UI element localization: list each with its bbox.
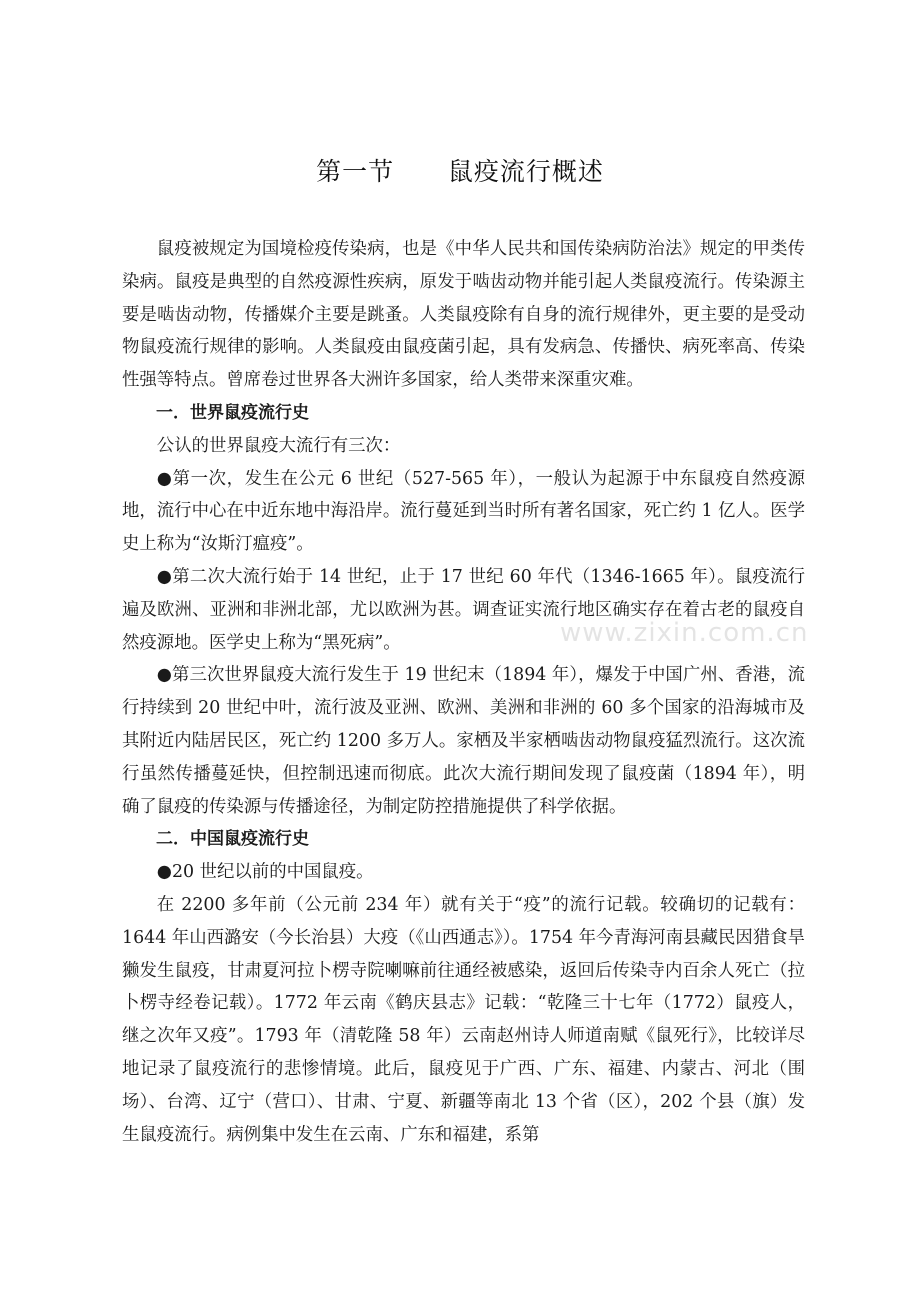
china-history-paragraph: 在 2200 多年前（公元前 234 年）就有关于“疫”的流行记载。较确切的记载有：1644 年山西潞安（今长治县）大疫（《山西通志》）。1754 年今青海河南县藏民因猎食旱獭发生鼠疫，甘肃夏河拉卜楞寺院喇嘛前往通经被感染，返回后传染寺内百余人死亡（拉卜楞寺经卷记载）。1772 年云南《鹤庆县志》记载：“乾隆三十七年（1772）鼠疫人，继之次年又疫”。1793 年（清乾隆 58 年）云南赵州诗人师道南赋《鼠死行》，比较详尽地记录了鼠疫流行的悲惨情境。此后，鼠疫见于广西、广东、福建、内蒙古、河北（围场）、台湾、辽宁（营口）、甘肃、宁夏、新疆等南北 13 个省（区），202 个县（旗）发生鼠疫流行。病例集中发生在云南、广东和福建，系第 bbox=[122, 894, 805, 1145]
page-title: 第一节 鼠疫流行概述 bbox=[316, 157, 604, 186]
world-history-lead: 公认的世界鼠疫大流行有三次： bbox=[156, 435, 401, 456]
section-heading-china-history: 二．中国鼠疫流行史 bbox=[156, 829, 309, 850]
first-pandemic-paragraph: ●第一次，发生在公元 6 世纪（527-565 年），一般认为起源于中东鼠疫自然疫源地，流行中心在中近东地中海沿岸。流行蔓延到当时所有著名国家，死亡约 1 亿人。医学史上称为“汝斯汀瘟疫”。 bbox=[122, 468, 805, 555]
third-pandemic-paragraph: ●第三次世界鼠疫大流行发生于 19 世纪末（1894 年），爆发于中国广州、香港，流行持续到 20 世纪中叶，流行波及亚洲、欧洲、美洲和非洲的 60 多个国家的沿海城市及其附近内陆居民区，死亡约 1200 多万人。家栖及半家栖啮齿动物鼠疫猛烈流行。这次流行虽然传播蔓延快，但控制迅速而彻底。此次大流行期间发现了鼠疫菌（1894 年），明确了鼠疫的传染源与传播途径，为制定防控措施提供了科学依据。 bbox=[122, 665, 805, 817]
watermark: www.zixin.com.cn bbox=[560, 618, 809, 648]
document-body bbox=[122, 233, 805, 1151]
section-heading-world-history: 一．世界鼠疫流行史 bbox=[156, 402, 309, 423]
pre-20th-century-bullet: ●20 世纪以前的中国鼠疫。 bbox=[156, 862, 374, 883]
second-pandemic-paragraph: ●第二次大流行始于 14 世纪，止于 17 世纪 60 年代（1346-1665 年）。鼠疫流行遍及欧洲、亚洲和非洲北部，尤以欧洲为甚。调查证实流行地区确实存在着古老的鼠疫自然疫源地。医学史上称为“黑死病”。 bbox=[122, 566, 805, 653]
intro-paragraph: 鼠疫被规定为国境检疫传染病，也是《中华人民共和国传染病防治法》规定的甲类传染病。鼠疫是典型的自然疫源性疾病，原发于啮齿动物并能引起人类鼠疫流行。传染源主要是啮齿动物，传播媒介主要是跳蚤。人类鼠疫除有自身的流行规律外，更主要的是受动物鼠疫流行规律的影响。人类鼠疫由鼠疫菌引起，具有发病急、传播快、病死率高、传染性强等特点。曾席卷过世界各大洲许多国家，给人类带来深重灾难。 bbox=[122, 239, 805, 391]
